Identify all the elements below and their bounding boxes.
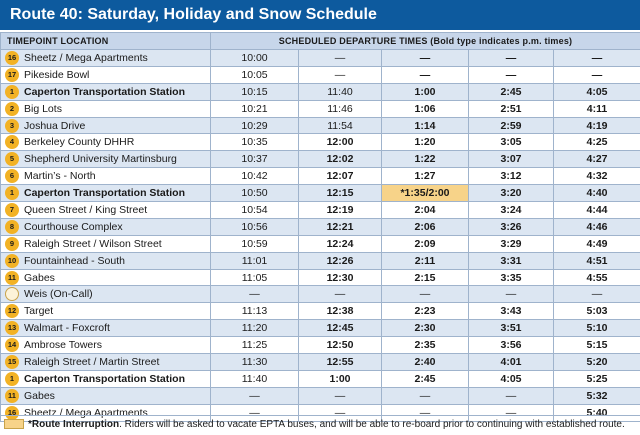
stop-number-badge: 9 bbox=[5, 237, 19, 251]
timepoint-row bbox=[1, 303, 640, 320]
stop-number-badge: 12 bbox=[5, 304, 19, 318]
timepoint-row bbox=[1, 218, 640, 235]
timepoint-location bbox=[1, 83, 211, 100]
timepoint-location bbox=[1, 151, 211, 168]
departure-time: 4:19 bbox=[554, 117, 640, 134]
departure-time: 3:12 bbox=[469, 168, 554, 185]
timepoint-row bbox=[1, 151, 640, 168]
stop-name: Gabes bbox=[24, 389, 55, 402]
departure-time: — bbox=[299, 66, 382, 83]
timepoint-location bbox=[1, 286, 211, 303]
stop-name: Sheetz / Mega Apartments bbox=[24, 51, 148, 64]
stop-name: Target bbox=[24, 305, 54, 318]
departure-time: 4:44 bbox=[554, 202, 640, 219]
stop-name: Weis (On-Call) bbox=[24, 288, 93, 301]
stop-number-badge: 5 bbox=[5, 152, 19, 166]
stop-number-badge: 1 bbox=[5, 186, 19, 200]
departure-time: 4:27 bbox=[554, 151, 640, 168]
timepoint-row bbox=[1, 83, 640, 100]
departure-time: 2:09 bbox=[382, 235, 469, 252]
header-row bbox=[1, 33, 640, 50]
departure-time: — bbox=[299, 404, 382, 421]
timepoint-row bbox=[1, 337, 640, 354]
route-title: Route 40: Saturday, Holiday and Snow Schedule bbox=[0, 0, 640, 30]
stop-name: Queen Street / King Street bbox=[24, 203, 148, 216]
departure-time: 1:06 bbox=[382, 100, 469, 117]
timepoint-location bbox=[1, 235, 211, 252]
departure-time: 3:29 bbox=[469, 235, 554, 252]
stop-number-badge: 11 bbox=[5, 389, 19, 403]
departure-time: 11:46 bbox=[299, 100, 382, 117]
timepoint-location bbox=[1, 168, 211, 185]
departure-time: 5:10 bbox=[554, 320, 640, 337]
route-interruption-time: *1:35/2:00 bbox=[382, 185, 469, 202]
timepoint-location bbox=[1, 185, 211, 202]
departure-time: 4:05 bbox=[554, 83, 640, 100]
departure-time: 10:35 bbox=[211, 134, 299, 151]
departure-time: 2:23 bbox=[382, 303, 469, 320]
timepoint-header: TIMEPOINT LOCATION bbox=[1, 33, 211, 50]
departure-time: 3:35 bbox=[469, 269, 554, 286]
timepoint-row bbox=[1, 387, 640, 404]
highlight-swatch bbox=[4, 419, 24, 429]
timepoint-row bbox=[1, 100, 640, 117]
timepoint-row bbox=[1, 168, 640, 185]
departure-time: 10:15 bbox=[211, 83, 299, 100]
departure-time: 10:21 bbox=[211, 100, 299, 117]
departure-time: 11:30 bbox=[211, 354, 299, 371]
footnote-text: . Riders will be asked to vacate EPTA buses, and will be able to re-board prior to continuing with established route. bbox=[119, 419, 625, 430]
timepoint-row bbox=[1, 134, 640, 151]
departure-time: — bbox=[469, 286, 554, 303]
timepoint-location bbox=[1, 100, 211, 117]
timepoint-row bbox=[1, 66, 640, 83]
stop-number-badge: 4 bbox=[5, 135, 19, 149]
departure-time: 3:26 bbox=[469, 218, 554, 235]
stop-name: Big Lots bbox=[24, 102, 62, 115]
timepoint-location bbox=[1, 387, 211, 404]
departure-time: 12:45 bbox=[299, 320, 382, 337]
stop-name: Caperton Transportation Station bbox=[24, 372, 186, 385]
departure-time: 4:40 bbox=[554, 185, 640, 202]
departure-time: — bbox=[469, 50, 554, 67]
departure-time: 4:46 bbox=[554, 218, 640, 235]
departure-time: 12:00 bbox=[299, 134, 382, 151]
departure-time: 4:55 bbox=[554, 269, 640, 286]
departure-time: 5:32 bbox=[554, 387, 640, 404]
timepoint-row bbox=[1, 269, 640, 286]
timepoint-row bbox=[1, 117, 640, 134]
departure-time: 2:35 bbox=[382, 337, 469, 354]
stop-name: Fountainhead - South bbox=[24, 254, 125, 267]
departure-time: 10:56 bbox=[211, 218, 299, 235]
departure-time: 3:20 bbox=[469, 185, 554, 202]
timepoint-row bbox=[1, 370, 640, 387]
departure-time: — bbox=[469, 66, 554, 83]
departure-time: 4:11 bbox=[554, 100, 640, 117]
departure-time: 1:14 bbox=[382, 117, 469, 134]
departure-time: 10:29 bbox=[211, 117, 299, 134]
departure-time: 1:00 bbox=[382, 83, 469, 100]
departure-time: — bbox=[382, 286, 469, 303]
departure-time: 12:30 bbox=[299, 269, 382, 286]
stop-name: Caperton Transportation Station bbox=[24, 187, 186, 200]
stop-name: Walmart - Foxcroft bbox=[24, 322, 110, 335]
timepoint-location bbox=[1, 50, 211, 67]
departure-time: 4:01 bbox=[469, 354, 554, 371]
stop-number-badge: 16 bbox=[5, 406, 19, 420]
timepoint-location bbox=[1, 354, 211, 371]
stop-name: Shepherd University Martinsburg bbox=[24, 153, 177, 166]
departure-time: 12:55 bbox=[299, 354, 382, 371]
stop-number-badge: 15 bbox=[5, 355, 19, 369]
stop-name: Martin’s - North bbox=[24, 170, 96, 183]
stop-number-badge: 6 bbox=[5, 169, 19, 183]
stop-name: Ambrose Towers bbox=[24, 339, 103, 352]
timepoint-row bbox=[1, 202, 640, 219]
timepoint-row bbox=[1, 235, 640, 252]
timepoint-row bbox=[1, 286, 640, 303]
stop-number-badge: 13 bbox=[5, 321, 19, 335]
departure-time: — bbox=[554, 286, 640, 303]
departure-time: 12:26 bbox=[299, 252, 382, 269]
stop-name: Raleigh Street / Wilson Street bbox=[24, 237, 162, 250]
departure-time: 1:27 bbox=[382, 168, 469, 185]
departure-time: 5:25 bbox=[554, 370, 640, 387]
departure-time: — bbox=[554, 50, 640, 67]
departure-time: 3:07 bbox=[469, 151, 554, 168]
stop-number-badge: 14 bbox=[5, 338, 19, 352]
departure-time: 12:24 bbox=[299, 235, 382, 252]
footnote bbox=[0, 415, 640, 435]
schedule-body bbox=[1, 50, 640, 422]
timepoint-location bbox=[1, 320, 211, 337]
departure-time: 11:20 bbox=[211, 320, 299, 337]
stop-number-badge: 11 bbox=[5, 271, 19, 285]
stop-number-badge: 16 bbox=[5, 51, 19, 65]
departure-time: 2:04 bbox=[382, 202, 469, 219]
schedule-table bbox=[0, 32, 640, 422]
departure-time: 2:45 bbox=[382, 370, 469, 387]
timepoint-row bbox=[1, 50, 640, 67]
stop-name: Joshua Drive bbox=[24, 119, 86, 132]
departure-time: 3:56 bbox=[469, 337, 554, 354]
stop-number-badge: 2 bbox=[5, 102, 19, 116]
departure-time: 4:32 bbox=[554, 168, 640, 185]
departure-time: 11:25 bbox=[211, 337, 299, 354]
departure-time: 12:15 bbox=[299, 185, 382, 202]
departure-time: — bbox=[211, 404, 299, 421]
departure-time: — bbox=[299, 387, 382, 404]
timepoint-location bbox=[1, 134, 211, 151]
departure-time: 11:13 bbox=[211, 303, 299, 320]
departure-time: 1:22 bbox=[382, 151, 469, 168]
departure-time: — bbox=[554, 66, 640, 83]
stop-number-badge: 7 bbox=[5, 203, 19, 217]
departure-time: 10:37 bbox=[211, 151, 299, 168]
departure-time: 2:51 bbox=[469, 100, 554, 117]
departure-time: 5:15 bbox=[554, 337, 640, 354]
timepoint-location bbox=[1, 337, 211, 354]
timepoint-location bbox=[1, 303, 211, 320]
departure-time: 1:00 bbox=[299, 370, 382, 387]
timepoint-location bbox=[1, 117, 211, 134]
timepoint-location bbox=[1, 66, 211, 83]
departure-time: 5:20 bbox=[554, 354, 640, 371]
departure-time: 4:49 bbox=[554, 235, 640, 252]
timepoint-row bbox=[1, 354, 640, 371]
departure-time: — bbox=[382, 404, 469, 421]
departure-time: 10:00 bbox=[211, 50, 299, 67]
departure-time: — bbox=[211, 286, 299, 303]
departure-time: — bbox=[382, 387, 469, 404]
stop-number-badge: 17 bbox=[5, 68, 19, 82]
departure-time: 2:06 bbox=[382, 218, 469, 235]
timepoint-location bbox=[1, 202, 211, 219]
departure-time: 4:51 bbox=[554, 252, 640, 269]
departure-time: 2:11 bbox=[382, 252, 469, 269]
departure-time: 2:30 bbox=[382, 320, 469, 337]
departure-time: 5:03 bbox=[554, 303, 640, 320]
departure-time: 2:59 bbox=[469, 117, 554, 134]
departure-time: 3:31 bbox=[469, 252, 554, 269]
departure-time: 3:51 bbox=[469, 320, 554, 337]
timepoint-row bbox=[1, 185, 640, 202]
departure-times-header: SCHEDULED DEPARTURE TIMES (Bold type indicates p.m. times) bbox=[211, 33, 640, 50]
stop-number-badge bbox=[5, 287, 19, 301]
stop-number-badge: 1 bbox=[5, 372, 19, 386]
stop-name: Pikeside Bowl bbox=[24, 68, 90, 81]
departure-time: 2:40 bbox=[382, 354, 469, 371]
stop-name: Gabes bbox=[24, 271, 55, 284]
departure-time: 5:40 bbox=[554, 404, 640, 421]
stop-name: Berkeley County DHHR bbox=[24, 136, 135, 149]
timepoint-location bbox=[1, 218, 211, 235]
timepoint-location bbox=[1, 269, 211, 286]
departure-time: 12:07 bbox=[299, 168, 382, 185]
departure-time: 10:50 bbox=[211, 185, 299, 202]
departure-time: — bbox=[299, 50, 382, 67]
departure-time: 4:05 bbox=[469, 370, 554, 387]
footnote-bold: *Route Interruption bbox=[28, 419, 120, 430]
departure-time: 1:20 bbox=[382, 134, 469, 151]
stop-number-badge: 8 bbox=[5, 220, 19, 234]
stop-name: Caperton Transportation Station bbox=[24, 85, 186, 98]
departure-time: 3:24 bbox=[469, 202, 554, 219]
departure-time: 3:05 bbox=[469, 134, 554, 151]
stop-number-badge: 3 bbox=[5, 119, 19, 133]
departure-time: 3:43 bbox=[469, 303, 554, 320]
departure-time: 10:59 bbox=[211, 235, 299, 252]
stop-name: Courthouse Complex bbox=[24, 220, 123, 233]
departure-time: 11:05 bbox=[211, 269, 299, 286]
departure-time: — bbox=[382, 50, 469, 67]
stop-number-badge: 1 bbox=[5, 85, 19, 99]
departure-time: 12:02 bbox=[299, 151, 382, 168]
departure-time: 11:40 bbox=[299, 83, 382, 100]
stop-name: Raleigh Street / Martin Street bbox=[24, 355, 160, 368]
stop-name: Sheetz / Mega Apartments bbox=[24, 406, 148, 419]
timepoint-row bbox=[1, 252, 640, 269]
timepoint-location bbox=[1, 252, 211, 269]
departure-time: 4:25 bbox=[554, 134, 640, 151]
departure-time: 12:38 bbox=[299, 303, 382, 320]
timepoint-location bbox=[1, 370, 211, 387]
departure-time: 12:19 bbox=[299, 202, 382, 219]
departure-time: 10:05 bbox=[211, 66, 299, 83]
departure-time: 10:42 bbox=[211, 168, 299, 185]
departure-time: 2:15 bbox=[382, 269, 469, 286]
departure-time: 12:50 bbox=[299, 337, 382, 354]
departure-time: — bbox=[299, 286, 382, 303]
stop-number-badge: 10 bbox=[5, 254, 19, 268]
departure-time: 11:40 bbox=[211, 370, 299, 387]
timepoint-row bbox=[1, 320, 640, 337]
departure-time: 2:45 bbox=[469, 83, 554, 100]
departure-time: 11:54 bbox=[299, 117, 382, 134]
departure-time: — bbox=[382, 66, 469, 83]
departure-time: 10:54 bbox=[211, 202, 299, 219]
departure-time: 11:01 bbox=[211, 252, 299, 269]
departure-time: — bbox=[211, 387, 299, 404]
departure-time: — bbox=[469, 387, 554, 404]
departure-time: — bbox=[469, 404, 554, 421]
departure-time: 12:21 bbox=[299, 218, 382, 235]
